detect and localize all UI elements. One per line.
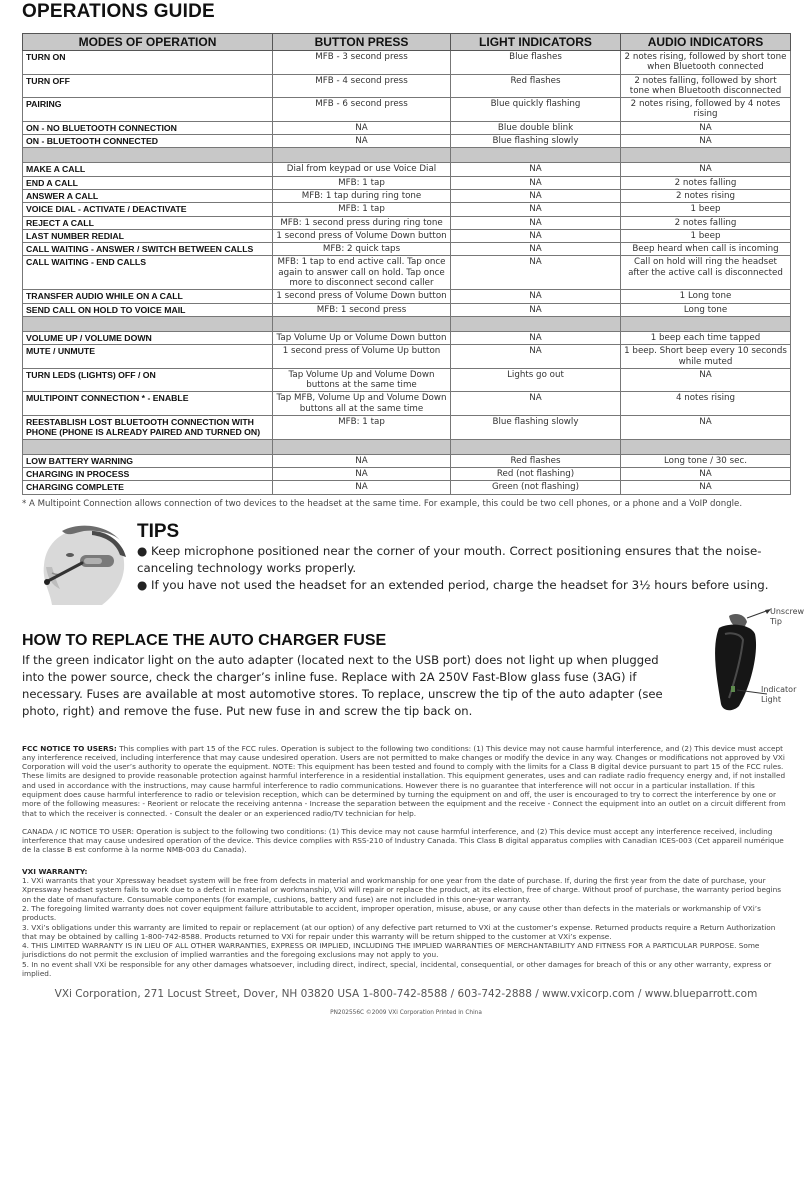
mode-cell: CHARGING IN PROCESS [23, 467, 273, 480]
divider-cell [273, 148, 451, 163]
bullet-icon: ● [137, 577, 148, 592]
light-indicator-cell: NA [451, 243, 621, 256]
audio-indicator-cell: 1 beep each time tapped [621, 331, 791, 344]
table-section-divider [23, 439, 791, 454]
table-row [23, 454, 791, 467]
table-row [23, 416, 791, 440]
bullet-icon: ● [137, 543, 148, 558]
table-row [23, 368, 791, 392]
unscrew-tip-label-line1: Unscrew [770, 606, 805, 616]
mode-cell: ANSWER A CALL [23, 189, 273, 202]
divider-cell [621, 439, 791, 454]
light-indicator-cell: Green (not flashing) [451, 481, 621, 494]
button-press-cell: MFB: 2 quick taps [273, 243, 451, 256]
fuse-title: HOW TO REPLACE THE AUTO CHARGER FUSE [22, 631, 387, 649]
tip-item: ● Keep microphone positioned near the corner of your mouth. Correct positioning ensures that the noise-canceling technology works properly. [137, 543, 762, 575]
button-press-cell: NA [273, 481, 451, 494]
button-press-cell: NA [273, 135, 451, 148]
mode-cell: TRANSFER AUDIO WHILE ON A CALL [23, 290, 273, 303]
button-press-cell: MFB: 1 tap during ring tone [273, 189, 451, 202]
button-press-cell: MFB: 1 tap [273, 176, 451, 189]
light-indicator-cell: Blue quickly flashing [451, 98, 621, 122]
button-press-cell: Tap Volume Up or Volume Down button [273, 331, 451, 344]
light-indicator-cell: Blue double blink [451, 121, 621, 134]
divider-cell [621, 148, 791, 163]
canada-notice: CANADA / IC NOTICE TO USER: Operation is subject to the following two conditions: (1) This device may not cause harmful interference, and (2) This device must accept any interference received, including interference that may cause undesired operation of the device. This device complies with RSS-210 of Industry Canada. This Class B digital apparatus complies with Canadian ICES-003 (Cet appareil numérique de la classe B est conforme à la norme NMB-003 du Canada). [22, 826, 784, 855]
button-press-cell: Tap Volume Up and Volume Down buttons at the same time [273, 368, 451, 392]
audio-indicator-cell: NA [621, 135, 791, 148]
table-row [23, 189, 791, 202]
table-row [23, 216, 791, 229]
warranty: VXI WARRANTY: 1. VXi warrants that your Xpressway headset system will be free from defects in material and workmanship for one year from the date of purchase. If, during the first year from the date of purchase, your Xpressway headset system fails to work due to a defect in material or workmanship, VXi will repair or replace the product, at its election, free of charge. Without proof of purchase, the warranty period begins on the date of manufacture. Consumable components (for example, cushions, battery and fuse) are not included in this one-year warranty. 2. The foregoing limited warranty does not cover equipment failure attributable to accident, improper operation, misuse, abuse, or any cause other than defects in the materials or workmanship of VXi’s products. 3. VXi’s obligations under this warranty are limited to repair or replacement (at our option) of any defective part returned to VXi at the customer’s expense. Returned products require a Return Authorization that may be obtained by calling 1-800-742-8588. Products returned to VXi for repair under this warranty will be return shipped to the customer at VXi’s expense. 4. THIS LIMITED WARRANTY IS IN LIEU OF ALL OTHER WARRANTIES, EXPRESS OR IMPLIED, INCLUDING THE IMPLIED WARRANTIES OF MERCHANTABILITY AND FITNESS FOR A PARTICULAR PURPOSE. Some jurisdictions do not permit the exclusion of implied warranties and the foregoing exclusions may not apply to you. 5. In no event shall VXi be responsible for any other damages whatsoever, including direct, indirect, special, incidental, consequential, or other damages for breach of this or any other warranty, express or implied. [22, 866, 782, 979]
mode-cell: TURN OFF [23, 74, 273, 98]
light-indicator-cell: Red flashes [451, 454, 621, 467]
audio-indicator-cell: NA [621, 416, 791, 440]
table-row [23, 163, 791, 176]
light-indicator-cell: NA [451, 189, 621, 202]
light-indicator-cell: NA [451, 163, 621, 176]
audio-indicator-cell: 2 notes falling, followed by short tone when Bluetooth disconnected [621, 74, 791, 98]
light-indicator-cell: NA [451, 256, 621, 290]
mode-cell: PAIRING [23, 98, 273, 122]
table-row [23, 121, 791, 134]
mode-cell: LOW BATTERY WARNING [23, 454, 273, 467]
audio-indicator-cell: 1 beep [621, 203, 791, 216]
mode-cell: MULTIPOINT CONNECTION * - ENABLE [23, 392, 273, 416]
button-press-cell: 1 second press of Volume Down button [273, 290, 451, 303]
button-press-cell: Tap MFB, Volume Up and Volume Down buttons all at the same time [273, 392, 451, 416]
table-row [23, 176, 791, 189]
light-indicator-cell: NA [451, 176, 621, 189]
table-row [23, 331, 791, 344]
mode-cell: END A CALL [23, 176, 273, 189]
audio-indicator-cell: 2 notes falling [621, 176, 791, 189]
operations-table [22, 33, 791, 495]
audio-indicator-cell: NA [621, 467, 791, 480]
divider-cell [273, 439, 451, 454]
audio-indicator-cell: Long tone [621, 303, 791, 316]
table-row [23, 243, 791, 256]
light-indicator-cell: NA [451, 392, 621, 416]
mode-cell: MAKE A CALL [23, 163, 273, 176]
mode-cell: TURN ON [23, 51, 273, 75]
mode-cell: LAST NUMBER REDIAL [23, 229, 273, 242]
light-indicator-cell: NA [451, 345, 621, 369]
indicator-light-label-line1: Indicator [761, 684, 797, 694]
header-modes: MODES OF OPERATION [23, 34, 273, 51]
button-press-cell: MFB: 1 second press during ring tone [273, 216, 451, 229]
divider-cell [23, 439, 273, 454]
audio-indicator-cell: Long tone / 30 sec. [621, 454, 791, 467]
button-press-cell: MFB: 1 tap to end active call. Tap once again to answer call on hold. Tap once more to disconnect second caller [273, 256, 451, 290]
light-indicator-cell: NA [451, 290, 621, 303]
mode-cell: REESTABLISH LOST BLUETOOTH CONNECTION WITH PHONE (PHONE IS ALREADY PAIRED AND TURNED ON) [23, 416, 273, 440]
company-footer: VXi Corporation, 271 Locust Street, Dover, NH 03820 USA 1-800-742-8588 / 603-742-2888 / www.vxicorp.com / www.blueparrott.com [54, 988, 758, 1001]
table-row [23, 467, 791, 480]
audio-indicator-cell: 2 notes falling [621, 216, 791, 229]
headset-wearer-photo [22, 521, 130, 605]
table-row [23, 481, 791, 494]
button-press-cell: NA [273, 121, 451, 134]
header-light-indicators: LIGHT INDICATORS [451, 34, 621, 51]
table-section-divider [23, 148, 791, 163]
audio-indicator-cell: NA [621, 163, 791, 176]
light-indicator-cell: NA [451, 331, 621, 344]
mode-cell: REJECT A CALL [23, 216, 273, 229]
audio-indicator-cell: NA [621, 121, 791, 134]
light-indicator-cell: Red (not flashing) [451, 467, 621, 480]
indicator-light-label-line2: Light [761, 694, 781, 704]
mode-cell: CALL WAITING - ANSWER / SWITCH BETWEEN CALLS [23, 243, 273, 256]
audio-indicator-cell: 1 beep [621, 229, 791, 242]
header-audio-indicators: AUDIO INDICATORS [621, 34, 791, 51]
divider-cell [451, 439, 621, 454]
table-row [23, 290, 791, 303]
mode-cell: TURN LEDS (LIGHTS) OFF / ON [23, 368, 273, 392]
audio-indicator-cell: 1 Long tone [621, 290, 791, 303]
divider-cell [23, 316, 273, 331]
mode-cell: ON - NO BLUETOOTH CONNECTION [23, 121, 273, 134]
fcc-notice: FCC NOTICE TO USERS: This complies with part 15 of the FCC rules. Operation is subject to the following two conditions: (1) This device may not cause harmful interference, and (2) This device must accept any interference received, including interference that may cause undesired operation. Users are not permitted to make changes or modify the device in any way. Changes or modifications not approved by VXi Corporation will void the user’s authority to operate the equipment. NOTE: This equipment has been tested and found to comply with the limits for a Class B digital device pursuant to part 15 of the FCC rules. These limits are designed to provide reasonable protection against harmful interference in a residential installation. This equipment generates, uses and can radiate radio frequency energy and, if not installed and used in accordance with the instructions, may cause harmful interference to radio communications. However there is no guarantee that interference will not occur in a particular installation. If this equipment does cause harmful interference to radio or television reception, which can be determined by turning the equipment on and off, the user is encouraged to try to correct the interference by one or more of the following measures: - Reorient or relocate the receiving antenna - Increase the separation between the equipment and the receive - Connect the equipment into an outlet on a circuit different from that to which the receiver is connected. - Consult the dealer or an experienced radio/TV technician for help. [22, 743, 786, 818]
tips-section [22, 521, 790, 619]
print-line: PN202556C ©2009 VXi Corporation Printed in China [330, 1010, 482, 1017]
page-title: OPERATIONS GUIDE [22, 1, 215, 22]
divider-cell [273, 316, 451, 331]
unscrew-tip-label-line2: Tip [770, 616, 782, 626]
button-press-cell: MFB - 3 second press [273, 51, 451, 75]
operations-guide-page [22, 0, 805, 1017]
multipoint-footnote: * A Multipoint Connection allows connection of two devices to the headset at the same time. For example, this could be two cell phones, or a phone and a VoIP dongle. [22, 498, 743, 509]
mode-cell: CALL WAITING - END CALLS [23, 256, 273, 290]
audio-indicator-cell: 2 notes rising, followed by short tone when Bluetooth connected [621, 51, 791, 75]
button-press-cell: MFB - 6 second press [273, 98, 451, 122]
table-row [23, 135, 791, 148]
divider-cell [451, 316, 621, 331]
light-indicator-cell: NA [451, 203, 621, 216]
audio-indicator-cell: NA [621, 368, 791, 392]
audio-indicator-cell: Beep heard when call is incoming [621, 243, 791, 256]
light-indicator-cell: Red flashes [451, 74, 621, 98]
table-row [23, 303, 791, 316]
button-press-cell: MFB - 4 second press [273, 74, 451, 98]
fuse-section [22, 606, 805, 734]
table-header-row [23, 34, 791, 51]
table-row [23, 51, 791, 75]
light-indicator-cell: Blue flashing slowly [451, 416, 621, 440]
table-section-divider [23, 316, 791, 331]
button-press-cell: NA [273, 467, 451, 480]
divider-cell [23, 148, 273, 163]
divider-cell [621, 316, 791, 331]
table-row [23, 203, 791, 216]
audio-indicator-cell: 2 notes rising, followed by 4 notes rising [621, 98, 791, 122]
header-button-press: BUTTON PRESS [273, 34, 451, 51]
mode-cell: ON - BLUETOOTH CONNECTED [23, 135, 273, 148]
divider-cell [451, 148, 621, 163]
table-row [23, 98, 791, 122]
button-press-cell: MFB: 1 tap [273, 416, 451, 440]
light-indicator-cell: NA [451, 303, 621, 316]
table-row [23, 392, 791, 416]
audio-indicator-cell: NA [621, 481, 791, 494]
mode-cell: VOLUME UP / VOLUME DOWN [23, 331, 273, 344]
button-press-cell: Dial from keypad or use Voice Dial [273, 163, 451, 176]
light-indicator-cell: Blue flashes [451, 51, 621, 75]
table-row [23, 229, 791, 242]
auto-adapter-photo [695, 606, 805, 718]
mode-cell: SEND CALL ON HOLD TO VOICE MAIL [23, 303, 273, 316]
table-row [23, 256, 791, 290]
audio-indicator-cell: Call on hold will ring the headset after the active call is disconnected [621, 256, 791, 290]
button-press-cell: 1 second press of Volume Up button [273, 345, 451, 369]
button-press-cell: MFB: 1 second press [273, 303, 451, 316]
fuse-instructions: If the green indicator light on the auto adapter (located next to the USB port) does not light up when plugged into the power source, check the charger’s inline fuse. Replace with 2A 250V Fast-Blow glass fuse (3AG) if necessary. Fuses are available at most automotive stores. To replace, unscrew the tip of the auto adapter (see photo, right) and remove the fuse. Put new fuse in and screw the tip back on. [22, 652, 663, 718]
audio-indicator-cell: 4 notes rising [621, 392, 791, 416]
table-row [23, 345, 791, 369]
table-row [23, 74, 791, 98]
light-indicator-cell: Lights go out [451, 368, 621, 392]
mode-cell: VOICE DIAL - ACTIVATE / DEACTIVATE [23, 203, 273, 216]
light-indicator-cell: NA [451, 216, 621, 229]
mode-cell: MUTE / UNMUTE [23, 345, 273, 369]
audio-indicator-cell: 1 beep. Short beep every 10 seconds while muted [621, 345, 791, 369]
button-press-cell: NA [273, 454, 451, 467]
tips-title: TIPS [137, 520, 180, 542]
audio-indicator-cell: 2 notes rising [621, 189, 791, 202]
button-press-cell: 1 second press of Volume Down button [273, 229, 451, 242]
legal-notices [22, 744, 790, 979]
tip-item: ● If you have not used the headset for an extended period, charge the headset for 3½ hours before using. [137, 577, 769, 592]
tips-list [137, 543, 790, 594]
light-indicator-cell: Blue flashing slowly [451, 135, 621, 148]
light-indicator-cell: NA [451, 229, 621, 242]
mode-cell: CHARGING COMPLETE [23, 481, 273, 494]
button-press-cell: MFB: 1 tap [273, 203, 451, 216]
